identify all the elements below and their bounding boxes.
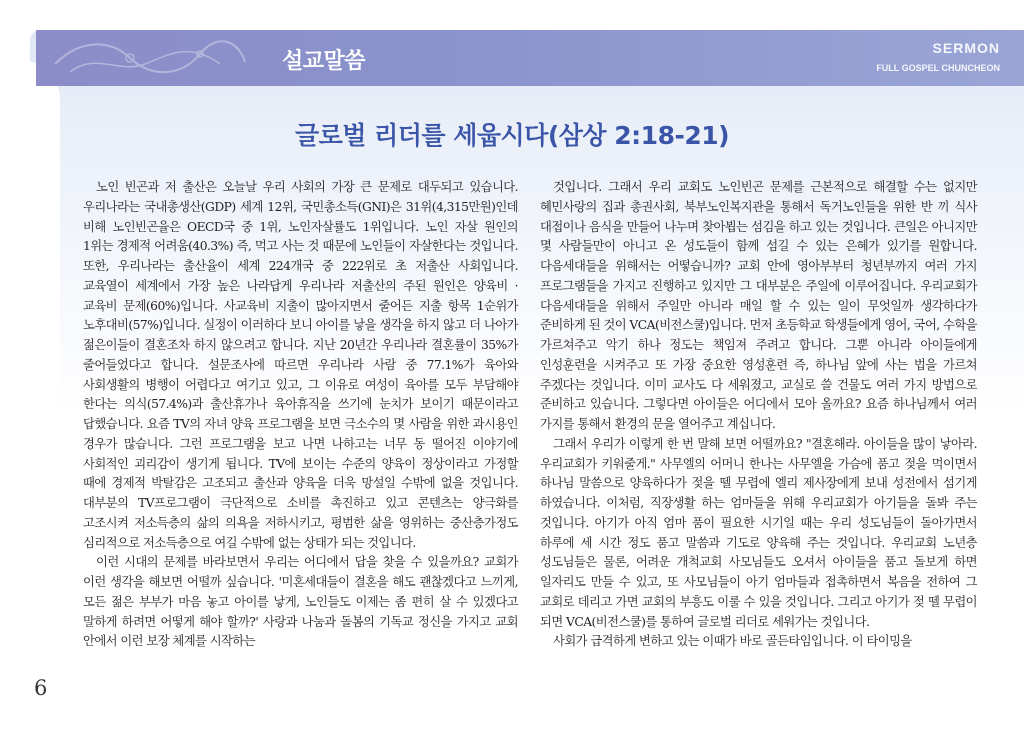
paragraph: 노인 빈곤과 저 출산은 오늘날 우리 사회의 가장 큰 문제로 대두되고 있습니다. 우리나라는 국내총생산(GDP) 세계 12위, 국민총소득(GNI)은 31위(4,315만원)인데 비해 노인빈곤율은 OECD국 중 1위, 노인자살률도 1위입니다. 노인 자살 원인의 1위는 경제적 어려움(40.3%) 즉, 먹고 사는 것 때문에 노인들이 자살한다는 것입니다. 또한, 우리나라는 출산율이 세계 224개국 중 222위로 초 저출산 사회입니다. 교육열이 세계에서 가장 높은 나라답게 우리나라 저출산의 주된 원인은 양육비 · 교육비 문제(60%)입니다. 사교육비 지출이 많아지면서 줄어든 지출 항목 1순위가 노후대비(57%)입니다. 실정이 이러하다 보니 아이를 낳을 생각을 하지 않고 더 나아가 젊은이들이 결혼조차 하지 않으려고 합니다. 지난 20년간 우리나라 결혼률이 35%가 줄어들었다고 합니다. 설문조사에 따르면 우리나라 사람 중 77.1%가 육아와 사회생활의 병행이 어렵다고 여기고 있고, 그 이유로 여성이 육아를 모두 부담해야 한다는 의식(57.4%)과 출산휴가나 육아휴직을 쓰기에 눈치가 보이기 때문이라고 답했습니다. 요즘 TV의 자녀 양육 프로그램을 보면 극소수의 몇 사람을 위한 과시용인 경우가 많습니다. 그런 프로그램을 보고 나면 나하고는 너무 동 떨어진 이야기에 사회적인 괴리감이 생기게 됩니다. TV에 보이는 수준의 양육이 정상이라고 가정할 때에 경제적 박탈감은 고조되고 출산과 양육을 더욱 망설일 수밖에 없을 것입니다. 대부분의 TV프로그램이 극단적으로 소비를 촉진하고 있고 콘텐츠는 양극화를 고조시켜 저소득층의 삶의 의욕을 저하시키고, 평범한 삶을 영위하는 중산층가정도 심리적으로 저소득층으로 여길 수밖에 없는 상태가 되는 것입니다. <box>83 180 518 550</box>
right-text-column <box>540 178 977 652</box>
flourish-ornament-icon <box>50 34 250 82</box>
sermon-title: 글로벌 리더를 세웁시다(삼상 2:18-21) <box>294 121 730 150</box>
paragraph: 것입니다. 그래서 우리 교회도 노인빈곤 문제를 근본적으로 해결할 수는 없지만 혜민사랑의 집과 총권사회, 북부노인복지관을 통해서 독거노인들을 위한 반 끼 식사 대접이나 음식을 만들어 나누며 찾아뵙는 섬김을 하고 있는 것입니다. 큰일은 아니지만 몇 사람들만이 아니고 온 성도들이 함께 섬길 수 있는 은혜가 있기를 원합니다. 다음세대들을 위해서는 어떻습니까? 교회 안에 영아부부터 청년부까지 여러 가지 프로그램들을 가지고 진행하고 있지만 그 대부분은 주일에 이루어집니다. 우리교회가 다음세대들을 위해서 주일만 아니라 매일 할 수 있는 일이 무엇일까 생각하다가 준비하게 된 것이 VCA(비전스쿨)입니다. 먼저 초등학교 학생들에게 영어, 국어, 수학을 가르쳐주고 악기 하나 정도는 책임져 주려고 합니다. 그뿐 아니라 아이들에게 인성훈련을 시켜주고 또 가장 중요한 영성훈련 즉, 하나님 앞에 사는 법을 가르쳐 주겠다는 것입니다. 이미 교사도 다 세워졌고, 교실로 쓸 건물도 여러 가지 방법으로 준비하고 있습니다. 그렇다면 아이들은 어디에서 모아 올까요? 요즘 하나님께서 여러 가지를 통해서 환경의 문을 열어주고 계십니다. <box>540 180 977 431</box>
sermon-label: SERMON <box>932 40 1000 56</box>
paragraph: 이런 시대의 문제를 바라보면서 우리는 어디에서 답을 찾을 수 있을까요? 교회가 이런 생각을 해보면 어떨까 싶습니다. '미혼세대들이 결혼을 해도 괜찮겠다고 느끼게, 모든 젊은 부부가 마음 놓고 아이를 낳게, 노인들도 이제는 좀 편히 살 수 있겠다고 말하게 하려면 어떻게 해야 할까?' 사랑과 나눔과 돌봄의 기독교 정신을 가지고 교회 안에서 이런 보장 체계를 시작하는 <box>83 555 518 649</box>
section-title: 설교말씀 <box>282 49 366 74</box>
left-text-column <box>83 178 518 652</box>
paragraph: 그래서 우리가 이렇게 한 번 말해 보면 어떨까요? "결혼해라. 아이들을 많이 낳아라. 우리교회가 키워줄게." 사무엘의 어머니 한나는 사무엘을 가슴에 품고 젖을 먹이면서 하나님 말씀으로 양육하다가 젖을 뗄 무렵에 엘리 제사장에게 보내 성전에서 섬기게 하였습니다. 이처럼, 직장생활 하는 엄마들을 위해 우리교회가 아기들을 돌봐 주는 것입니다. 아기가 아직 엄마 품이 필요한 시기일 때는 우리 성도님들이 돌아가면서 하루에 세 시간 정도 품고 말씀과 기도로 양육해 주는 것입니다. 우리교회 노년층 성도님들은 물론, 어려운 개척교회 사모님들도 오셔서 아이들을 품고 돌보게 하면 일자리도 만들 수 있고, 또 사모님들이 아기 엄마들과 접촉하면서 복음을 전하여 그 교회로 데리고 가면 교회의 부흥도 이룰 수 있을 것입니다. 그리고 아기가 젖 뗄 무렵이 되면 VCA(비전스쿨)를 통하여 글로벌 리더로 세워가는 것입니다. <box>540 436 977 629</box>
page-margin-curve <box>0 60 60 700</box>
page-number: 6 <box>34 676 48 700</box>
church-label: FULL GOSPEL CHUNCHEON <box>876 63 1000 73</box>
paragraph: 사회가 급격하게 변하고 있는 이때가 바로 골든타임입니다. 이 타이밍을 <box>553 634 912 649</box>
